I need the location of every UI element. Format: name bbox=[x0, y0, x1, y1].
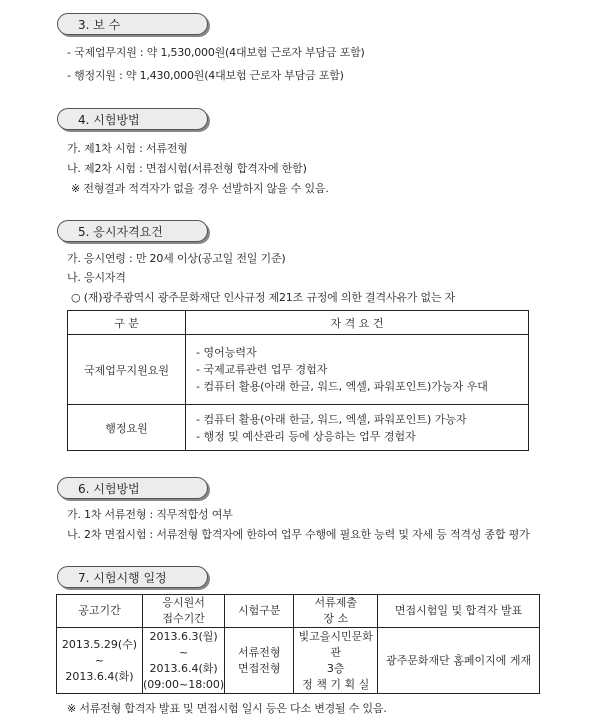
schedule-header-submission-line1: 서류제출 bbox=[314, 596, 357, 609]
place-floor: 3층 bbox=[326, 661, 345, 675]
qualification-row-label: 행정요원 bbox=[68, 405, 186, 451]
schedule-interview-announcement: 광주문화재단 홈페이지에 게재 bbox=[378, 628, 540, 694]
exam-type-interview: 면접전형 bbox=[237, 661, 281, 675]
table-row bbox=[68, 335, 529, 405]
exam-type-screening: 서류전형 bbox=[237, 645, 281, 659]
schedule-exam-type bbox=[225, 628, 294, 694]
qualification-row-requirements bbox=[186, 405, 529, 451]
qualification-row-label: 국제업무지원요원 bbox=[68, 335, 186, 405]
schedule-application-period bbox=[143, 628, 225, 694]
section-4-title: 4. 시험방법 bbox=[78, 113, 140, 127]
application-hours: (09:00~18:00) bbox=[143, 677, 225, 691]
announcement-start: 2013.5.29(수) bbox=[61, 637, 138, 651]
section-3-title: 3. 보 수 bbox=[78, 18, 121, 32]
schedule-header-application bbox=[143, 595, 225, 628]
requirement-item: - 영어능력자 bbox=[196, 346, 257, 359]
requirement-item: - 컴퓨터 활용(아래 한글, 워드, 엑셀, 파워포인트) 가능자 bbox=[196, 412, 467, 426]
section-6-title: 6. 시험방법 bbox=[78, 482, 140, 496]
exam-first-line: 가. 제1차 시험 : 서류전형 bbox=[67, 142, 188, 155]
schedule-header-announcement: 공고기간 bbox=[57, 595, 143, 628]
table-row bbox=[57, 628, 540, 694]
section-7-header bbox=[57, 566, 208, 588]
pay-international-line: - 국제업무지원 : 약 1,530,000원(4대보험 근로자 부담금 포함) bbox=[67, 46, 365, 59]
schedule-table bbox=[56, 594, 540, 694]
disqualification-line: ○ (재)광주광역시 광주문화재단 인사규정 제21조 규정에 의한 결격사유가 없는 자 bbox=[71, 291, 456, 304]
requirement-item: - 국제교류관련 업무 경험자 bbox=[196, 363, 328, 376]
schedule-header-application-line1: 응시원서 bbox=[162, 596, 205, 609]
screening-line: 가. 1차 서류전형 : 직무적합성 여부 bbox=[67, 508, 233, 521]
schedule-header-submission-line2: 장 소 bbox=[323, 612, 349, 625]
section-6-header bbox=[57, 477, 208, 499]
exam-note-line: ※ 전형결과 적격자가 없을 경우 선발하지 않을 수 있음. bbox=[71, 182, 329, 195]
schedule-submission-place bbox=[294, 628, 378, 694]
exam-second-line: 나. 제2차 시험 : 면접시험(서류전형 합격자에 한함) bbox=[67, 162, 307, 175]
section-4-header bbox=[57, 108, 208, 130]
schedule-header-application-line2: 접수기간 bbox=[162, 612, 205, 625]
application-end: 2013.6.4(화) bbox=[149, 661, 218, 675]
schedule-header-exam-type: 시험구분 bbox=[225, 595, 294, 628]
announcement-end: 2013.6.4(화) bbox=[65, 669, 134, 683]
section-5-title: 5. 응시자격요건 bbox=[78, 225, 163, 239]
section-5-header bbox=[57, 220, 208, 242]
table-row bbox=[68, 405, 529, 451]
pay-admin-line: - 행정지원 : 약 1,430,000원(4대보험 근로자 부담금 포함) bbox=[67, 69, 344, 82]
qualification-table bbox=[67, 310, 529, 451]
announcement-tilde: ~ bbox=[94, 653, 105, 667]
interview-line: 나. 2차 면접시험 : 서류전형 합격자에 한하여 업무 수행에 필요한 능력 및 자세 등 적격성 종합 평가 bbox=[67, 528, 530, 541]
requirement-item: - 행정 및 예산관리 등에 상응하는 업무 경험자 bbox=[196, 429, 416, 443]
requirement-item: - 컴퓨터 활용(아래 한글, 워드, 엑셀, 파워포인트)가능자 우대 bbox=[196, 380, 488, 393]
section-7-title: 7. 시험시행 일정 bbox=[78, 571, 167, 585]
age-requirement-line: 가. 응시연령 : 만 20세 이상(공고일 전일 기준) bbox=[67, 252, 286, 265]
schedule-header-submission bbox=[294, 595, 378, 628]
schedule-announcement-period bbox=[57, 628, 143, 694]
schedule-header-interview: 면접시험일 및 합격자 발표 bbox=[378, 595, 540, 628]
schedule-note-line: ※ 서류전형 합격자 발표 및 면접시험 일시 등은 다소 변경될 수 있음. bbox=[67, 702, 387, 715]
qualification-header-requirements: 자 격 요 건 bbox=[186, 311, 529, 335]
place-building: 빛고을시민문화관 bbox=[298, 629, 373, 659]
section-3-header bbox=[57, 13, 208, 35]
application-start: 2013.6.3(월) bbox=[149, 629, 218, 643]
qualification-header-category: 구 분 bbox=[68, 311, 186, 335]
place-office: 정 책 기 획 실 bbox=[302, 677, 370, 691]
qualification-label-line: 나. 응시자격 bbox=[67, 271, 126, 284]
qualification-table-header bbox=[68, 311, 529, 335]
application-tilde: ~ bbox=[178, 645, 189, 659]
qualification-row-requirements bbox=[186, 335, 529, 405]
schedule-table-header bbox=[57, 595, 540, 628]
